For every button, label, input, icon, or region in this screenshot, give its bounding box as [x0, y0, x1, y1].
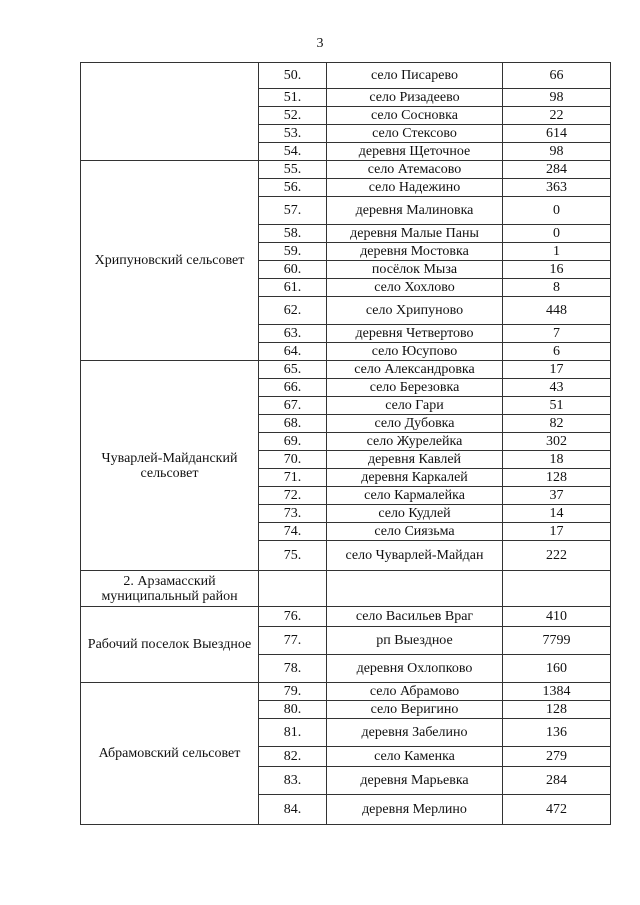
population: 136	[503, 719, 611, 747]
row-number: 60.	[259, 261, 327, 279]
settlement-name: деревня Малиновка	[327, 197, 503, 225]
population: 37	[503, 487, 611, 505]
empty-cell	[503, 571, 611, 607]
population: 66	[503, 63, 611, 89]
settlement-name: село Сосновка	[327, 107, 503, 125]
settlement-name: село Александровка	[327, 361, 503, 379]
empty-cell	[259, 571, 327, 607]
empty-cell	[327, 571, 503, 607]
row-number: 54.	[259, 143, 327, 161]
municipality-cell: Абрамовский сельсовет	[81, 683, 259, 825]
population: 7799	[503, 627, 611, 655]
population: 82	[503, 415, 611, 433]
population: 160	[503, 655, 611, 683]
row-number: 57.	[259, 197, 327, 225]
settlement-name: деревня Четвертово	[327, 325, 503, 343]
table-row	[81, 161, 611, 179]
municipality-cell: Чуварлей-Майданский сельсовет	[81, 361, 259, 571]
row-number: 71.	[259, 469, 327, 487]
row-number: 68.	[259, 415, 327, 433]
settlement-name: деревня Марьевка	[327, 767, 503, 795]
row-number: 67.	[259, 397, 327, 415]
population: 302	[503, 433, 611, 451]
row-number: 79.	[259, 683, 327, 701]
row-number: 84.	[259, 795, 327, 825]
settlement-name: деревня Мостовка	[327, 243, 503, 261]
settlement-name: село Атемасово	[327, 161, 503, 179]
settlement-name: посёлок Мыза	[327, 261, 503, 279]
table-row	[81, 683, 611, 701]
settlement-name: рп Выездное	[327, 627, 503, 655]
settlement-name: село Кармалейка	[327, 487, 503, 505]
population: 363	[503, 179, 611, 197]
section-title: 2. Арзамасский муниципальный район	[81, 571, 259, 607]
settlement-name: деревня Кавлей	[327, 451, 503, 469]
table-body	[81, 63, 611, 825]
settlement-name: село Гари	[327, 397, 503, 415]
settlement-name: село Абрамово	[327, 683, 503, 701]
row-number: 80.	[259, 701, 327, 719]
settlement-name: деревня Мерлино	[327, 795, 503, 825]
row-number: 65.	[259, 361, 327, 379]
row-number: 69.	[259, 433, 327, 451]
row-number: 77.	[259, 627, 327, 655]
population: 1384	[503, 683, 611, 701]
row-number: 53.	[259, 125, 327, 143]
settlement-name: село Сиязьма	[327, 523, 503, 541]
row-number: 52.	[259, 107, 327, 125]
settlement-name: село Писарево	[327, 63, 503, 89]
settlements-table	[80, 62, 611, 825]
row-number: 63.	[259, 325, 327, 343]
row-number: 61.	[259, 279, 327, 297]
settlement-name: село Хохлово	[327, 279, 503, 297]
settlement-name: село Стексово	[327, 125, 503, 143]
row-number: 73.	[259, 505, 327, 523]
row-number: 50.	[259, 63, 327, 89]
row-number: 78.	[259, 655, 327, 683]
row-number: 83.	[259, 767, 327, 795]
settlement-name: село Кудлей	[327, 505, 503, 523]
row-number: 51.	[259, 89, 327, 107]
population: 614	[503, 125, 611, 143]
population: 472	[503, 795, 611, 825]
population: 222	[503, 541, 611, 571]
settlement-name: деревня Каркалей	[327, 469, 503, 487]
settlement-name: деревня Щеточное	[327, 143, 503, 161]
population: 448	[503, 297, 611, 325]
settlement-name: село Васильев Враг	[327, 607, 503, 627]
population: 284	[503, 767, 611, 795]
population: 18	[503, 451, 611, 469]
row-number: 72.	[259, 487, 327, 505]
population: 43	[503, 379, 611, 397]
population: 128	[503, 701, 611, 719]
population: 279	[503, 747, 611, 767]
population: 17	[503, 523, 611, 541]
settlement-name: село Березовка	[327, 379, 503, 397]
table-row	[81, 361, 611, 379]
population: 98	[503, 89, 611, 107]
settlement-name: деревня Охлопково	[327, 655, 503, 683]
settlement-name: деревня Забелино	[327, 719, 503, 747]
municipality-cell: Рабочий поселок Выездное	[81, 607, 259, 683]
settlement-name: село Каменка	[327, 747, 503, 767]
population: 14	[503, 505, 611, 523]
row-number: 74.	[259, 523, 327, 541]
population: 22	[503, 107, 611, 125]
population: 16	[503, 261, 611, 279]
population: 51	[503, 397, 611, 415]
row-number: 58.	[259, 225, 327, 243]
row-number: 82.	[259, 747, 327, 767]
settlement-name: деревня Малые Паны	[327, 225, 503, 243]
section-header-row	[81, 571, 611, 607]
population: 1	[503, 243, 611, 261]
population: 284	[503, 161, 611, 179]
page-number: 3	[316, 36, 324, 51]
row-number: 76.	[259, 607, 327, 627]
row-number: 70.	[259, 451, 327, 469]
row-number: 55.	[259, 161, 327, 179]
row-number: 75.	[259, 541, 327, 571]
population: 0	[503, 225, 611, 243]
settlement-name: село Ризадеево	[327, 89, 503, 107]
settlement-name: село Юсупово	[327, 343, 503, 361]
population: 98	[503, 143, 611, 161]
settlement-name: село Надежино	[327, 179, 503, 197]
population: 0	[503, 197, 611, 225]
settlement-name: село Журелейка	[327, 433, 503, 451]
population: 6	[503, 343, 611, 361]
table-row	[81, 63, 611, 89]
population: 8	[503, 279, 611, 297]
table-row	[81, 607, 611, 627]
row-number: 66.	[259, 379, 327, 397]
population: 410	[503, 607, 611, 627]
row-number: 56.	[259, 179, 327, 197]
settlement-name: село Хрипуново	[327, 297, 503, 325]
row-number: 59.	[259, 243, 327, 261]
settlement-name: село Дубовка	[327, 415, 503, 433]
population: 7	[503, 325, 611, 343]
population: 17	[503, 361, 611, 379]
settlement-name: село Веригино	[327, 701, 503, 719]
municipality-cell: Хрипуновский сельсовет	[81, 161, 259, 361]
row-number: 64.	[259, 343, 327, 361]
row-number: 62.	[259, 297, 327, 325]
settlement-name: село Чуварлей-Майдан	[327, 541, 503, 571]
municipality-cell	[81, 63, 259, 161]
row-number: 81.	[259, 719, 327, 747]
population: 128	[503, 469, 611, 487]
